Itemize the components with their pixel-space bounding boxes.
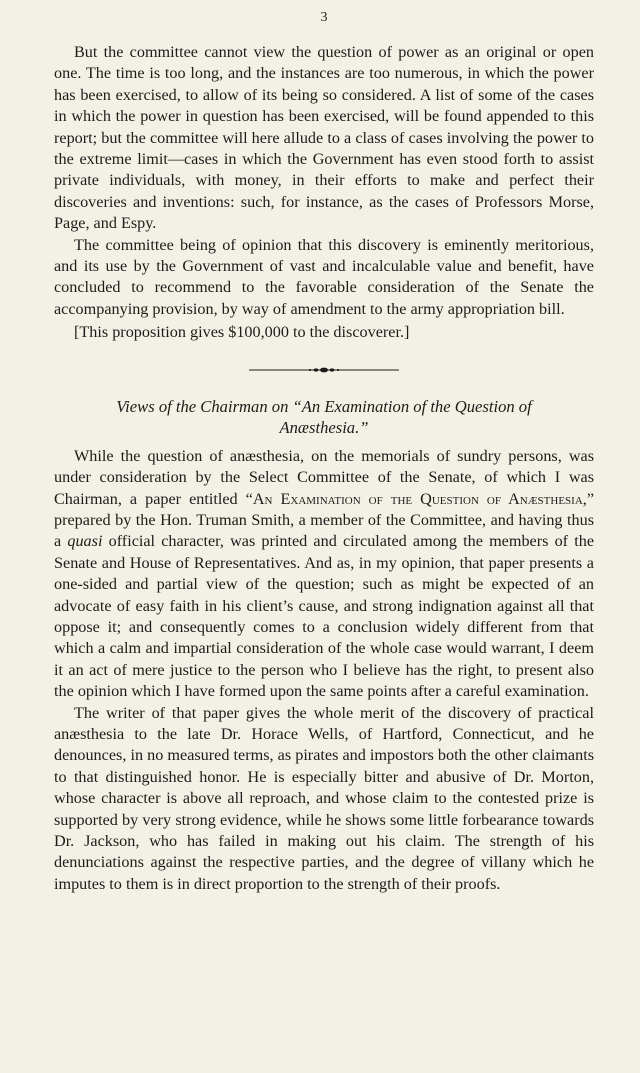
section-heading	[54, 396, 594, 438]
intro-paragraph-1: But the committee cannot view the question of power as an original or open one. The time is too long, and the instances are too numerous, in which the power has been exercised, to allow of its being so considered. A list of some of the cases in which the power in question has been exercised, will be found appended to this report; but the committee will here allude to a class of cases involving the power to the extreme limit—cases in which the Government has even stood forth to assist private individuals, with money, in their efforts to make and perfect their discoveries and inventions: such, for instance, as the cases of Professors Morse, Page, and Espy.	[54, 43, 594, 233]
bracketed-note: [This proposition gives $100,000 to the discoverer.]	[74, 323, 410, 342]
section-paragraph-1-end: official character, was printed and circulated among the members of the Senate and House of Representatives. And as, in my opinion, that paper presents a one-sided and partial view of the question; such as might be expected of an advocate of easy faith in his client’s cause, and strong indignation against all that oppose it; and consequently comes to a conclusion widely different from that which a calm and impartial consideration of the whole case would warrant, I deem it an act of mere justice to the person who I believe has the right, to present also the opinion which I have formed upon the same points after a careful examination.	[54, 532, 595, 701]
section-heading-line-2: Anæsthesia.”	[279, 417, 369, 437]
body-text	[54, 42, 594, 895]
section-heading-line-1: Views of the Chairman on “An Examination of the Question of	[116, 396, 532, 416]
paper-title-smallcaps: An Examination of the Question of Anæsthesia	[252, 489, 583, 508]
page-number: 3	[320, 10, 328, 25]
section-paragraph-1-start: While the question of anæsthesia, on the memorials of sundry persons, was under consideration by the Select Committee of the Senate, of which I was Chairman, a paper entitled “	[54, 446, 594, 508]
ornamental-divider	[249, 366, 399, 374]
section-paragraph-2: The writer of that paper gives the whole merit of the discovery of practical anæsthesia to the late Dr. Horace Wells, of Hartford, Connecticut, and he denounces, in no measured terms, as pirates and impostors both the other claimants to that distinguished honor. He is especially bitter and abusive of Dr. Morton, whose character is above all reproach, and whose claim to the contested prize is supported by very strong evidence, while he shows some little forbearance towards Dr. Jackson, who has failed in making out his claim. The strength of his denunciations against the respective parties, and the degree of villany which he imputes to them is in direct proportion to the strength of their proofs.	[54, 703, 594, 893]
document-page	[54, 0, 594, 1073]
quasi-italic: quasi	[67, 532, 103, 551]
section-paragraph-1	[54, 446, 594, 703]
intro-paragraph-2: The committee being of opinion that this discovery is eminently meritorious, and its use by the Government of vast and incalculable value and benefit, have concluded to recommend to the favorable consideration of the Senate the accompanying provision, by way of amendment to the army appropriation bill.	[54, 235, 594, 318]
section-paragraph-1-middle: ,” prepared by the Hon. Truman Smith, a member of the Committee, and having thus a	[54, 489, 594, 551]
